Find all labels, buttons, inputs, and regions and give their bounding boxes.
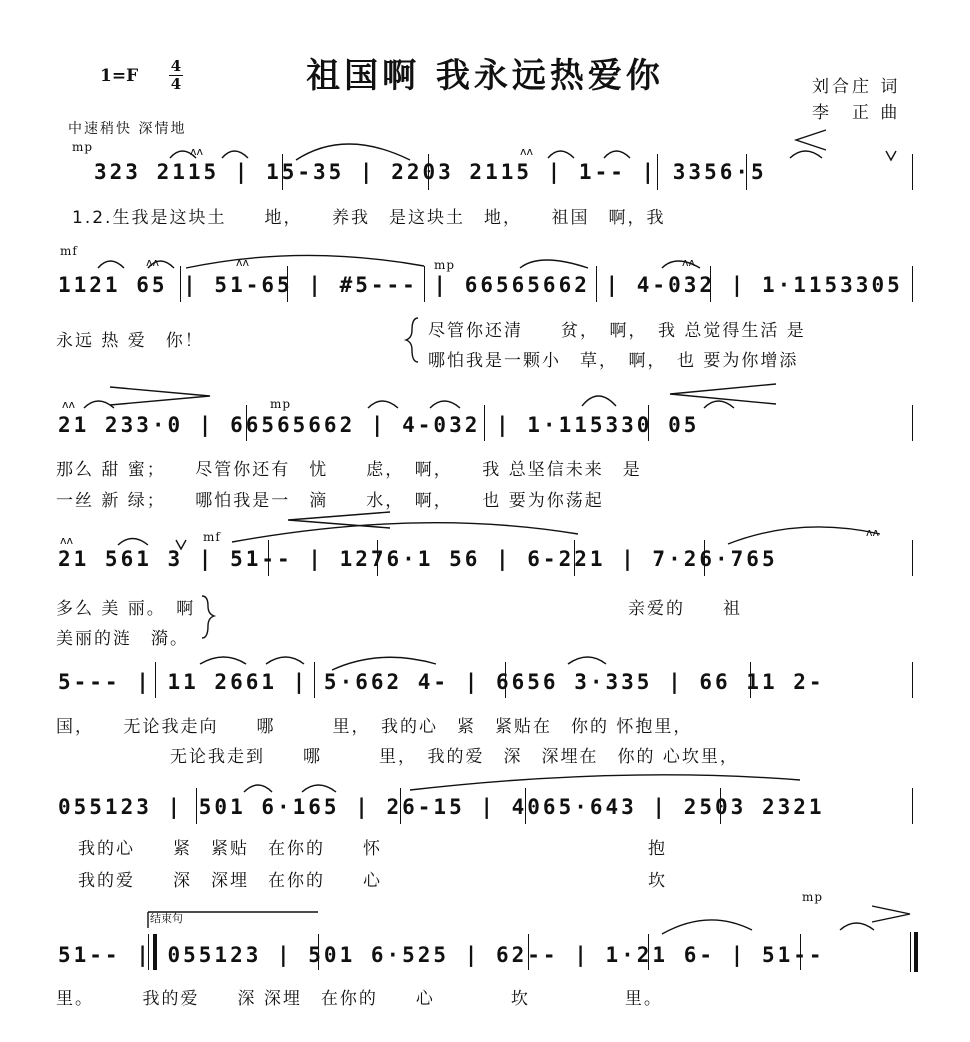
- notation-row-6: 055123 | 501 6·165 | 26-15 | 4065·643 | 2503 2321: [58, 795, 825, 819]
- slur: [790, 151, 822, 158]
- slur: [266, 657, 304, 664]
- ornament-mark: ʌʌ: [190, 145, 204, 158]
- notation-row-5: 5--- | 11 2661 | 5·662 4- | 6656 3·335 | 66 11 2-: [58, 670, 825, 694]
- lyric-row-2c: 哪怕我是一颗小 草， 啊， 也 要为你增添: [428, 351, 799, 371]
- lyric-row-4c: 亲爱的 祖: [628, 599, 742, 619]
- slur: [520, 260, 588, 268]
- lyric-row-6b: 我的爱 深 深埋 在你的 心 坎: [78, 871, 667, 891]
- lyric-row-6a: 我的心 紧 紧贴 在你的 怀 抱: [78, 839, 667, 859]
- verse-brace: [202, 596, 214, 638]
- key-signature: 1=F: [100, 66, 139, 86]
- lyric-row-4b: 美丽的涟 漪。: [56, 629, 189, 649]
- notation-row-3: 21 233·0 | 66565662 | 4-032 | 1·115330 05: [58, 413, 700, 437]
- time-signature-bottom: 4: [170, 75, 182, 93]
- lyric-row-3a: 那么 甜 蜜； 尽管你还有 忧 虑， 啊， 我 总坚信未来 是: [56, 460, 642, 480]
- lyric-row-5a: 国， 无论我走向 哪 里， 我的心 紧 紧贴在 你的 怀抱里，: [56, 717, 693, 737]
- slur: [98, 261, 124, 268]
- slur: [186, 255, 424, 268]
- dynamic-mp-2: mp: [434, 258, 456, 272]
- ornament-mark: ʌʌ: [62, 398, 76, 411]
- slur: [232, 523, 578, 542]
- lyric-row-2b: 尽管你还清 贫， 啊， 我 总觉得生活 是: [428, 321, 806, 341]
- dynamic-mp-4: mp: [802, 890, 824, 904]
- ornament-mark: ʌʌ: [60, 534, 74, 547]
- lyric-row-4a: 多么 美 丽。 啊: [56, 599, 196, 619]
- slur: [84, 401, 114, 408]
- slur: [430, 401, 460, 408]
- slur: [704, 401, 734, 408]
- time-signature-top: 4: [170, 57, 182, 75]
- dynamic-mp-1: mp: [72, 140, 94, 154]
- breath-mark: [886, 151, 896, 160]
- dynamic-mf-1: mf: [60, 244, 78, 258]
- slur: [118, 539, 148, 546]
- decrescendo-hairpin: [110, 387, 210, 405]
- slur: [568, 657, 606, 664]
- dynamic-mp-3: mp: [270, 397, 292, 411]
- slur: [410, 775, 800, 790]
- notation-row-1: 323 2115 | 15-35 | 2203 2115 | 1-- | 3356·5: [94, 160, 767, 184]
- slur: [582, 396, 616, 406]
- crescendo-hairpin: [288, 512, 390, 528]
- decrescendo-hairpin: [872, 906, 910, 922]
- lyric-row-2a: 永远 热 爱 你！: [56, 331, 204, 351]
- slur: [222, 151, 248, 158]
- slur: [548, 151, 574, 158]
- slur: [200, 657, 246, 664]
- ending-label: 结束句: [150, 912, 183, 925]
- slur: [302, 785, 336, 792]
- song-title: 祖国啊 我永远热爱你: [306, 56, 664, 96]
- slur: [604, 151, 630, 158]
- slur: [296, 144, 410, 160]
- tempo-marking: 中速稍快 深情地: [68, 121, 187, 137]
- notation-row-2: 1121 65 | 51-65 | #5--- | 66565662 | 4-032 | 1·1153305: [58, 273, 903, 297]
- notation-row-4: 21 561 3 | 51-- | 1276·1 56 | 6-221 | 7·26·765: [58, 547, 778, 571]
- slur: [244, 785, 272, 792]
- ornament-mark: ʌʌ: [146, 256, 160, 269]
- lyric-row-1: 1.2.生我是这块土 地， 养我 是这块土 地， 祖国 啊，我: [72, 208, 666, 228]
- slur: [728, 527, 880, 544]
- lyric-row-7: 里。 我的爱 深 深埋 在你的 心 坎 里。: [56, 989, 663, 1009]
- breath-mark: [176, 540, 186, 549]
- lyricist-credit: 刘合庄 词: [812, 77, 901, 97]
- ornament-mark: ʌʌ: [520, 145, 534, 158]
- ornament-mark: ʌʌ: [682, 256, 696, 269]
- composer-credit: 李 正 曲: [812, 103, 901, 123]
- slur: [840, 923, 874, 930]
- lyric-row-5b: 无论我走到 哪 里， 我的爱 深 深埋在 你的 心坎里，: [170, 747, 739, 767]
- lyric-row-3b: 一丝 新 绿； 哪怕我是一 滴 水， 啊， 也 要为你荡起: [56, 491, 604, 511]
- slur: [662, 920, 752, 934]
- slur: [332, 657, 436, 670]
- ornament-mark: ʌʌ: [236, 256, 250, 269]
- dynamic-mf-2: mf: [203, 530, 221, 544]
- crescendo-hairpin: [796, 130, 826, 150]
- verse-brace: [406, 318, 418, 362]
- ornament-mark: ʌʌ: [866, 526, 880, 539]
- notation-row-7: 51-- | 055123 | 501 6·525 | 62-- | 1·21 6- | 51--: [58, 943, 825, 967]
- slur: [368, 401, 398, 408]
